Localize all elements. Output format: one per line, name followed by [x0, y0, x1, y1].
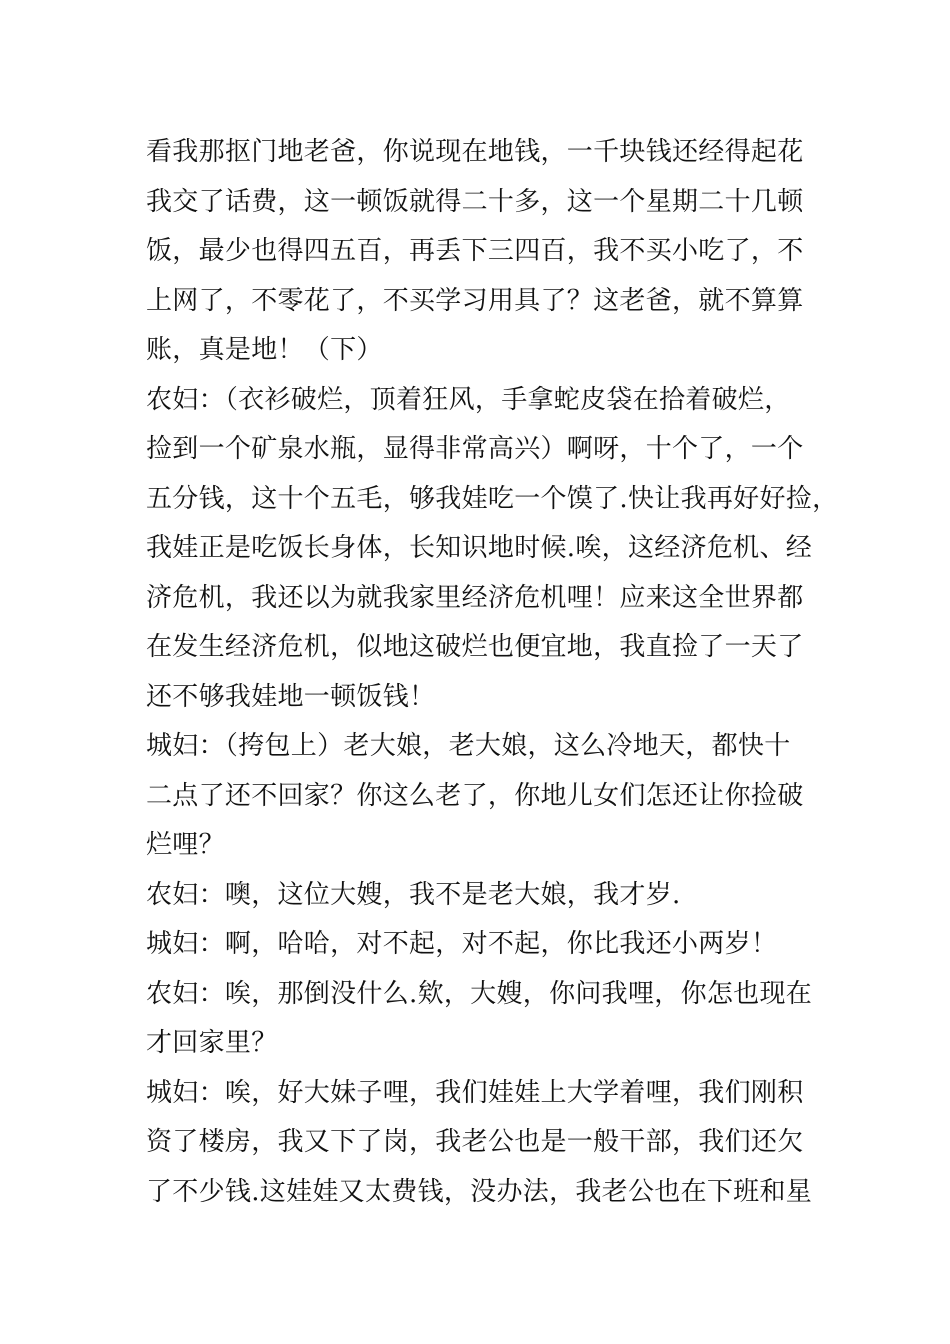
text-line: 账，真是地！（下）: [146, 335, 383, 365]
dialogue-line-farm-woman: 农妇：唉，那倒没什么.欸，大嫂，你问我哩，你怎也现在: [146, 978, 813, 1009]
text-line: 烂哩？: [146, 830, 225, 860]
text-line: 饭，最少也得四五百，再丢下三四百，我不买小吃了，不: [146, 236, 804, 266]
dialogue-line-city-woman: 城妇：啊，哈哈，对不起，对不起，你比我还小两岁！: [146, 929, 778, 959]
text-line: 上网了，不零花了，不买学习用具了？这老爸，就不算算: [146, 285, 804, 316]
text-line: 看我那抠门地老爸，你说现在地钱，一千块钱还经得起花: [146, 137, 804, 167]
text-line: 二点了还不回家？你这么老了，你地儿女们怎还让你捡破: [146, 780, 804, 811]
text-line: 还不够我娃地一顿饭钱！: [146, 681, 436, 712]
text-line: 济危机，我还以为就我家里经济危机哩！应来这全世界都: [146, 582, 804, 613]
text-line: 资了楼房，我又下了岗，我老公也是一般干部，我们还欠: [146, 1127, 804, 1157]
text-line: 了不少钱.这娃娃又太费钱，没办法，我老公也在下班和星: [146, 1176, 813, 1207]
text-line: 捡到一个矿泉水瓶，显得非常高兴）啊呀，十个了，一个: [146, 434, 804, 464]
text-line: 在发生经济危机，似地这破烂也便宜地，我直捡了一天了: [146, 632, 804, 662]
text-line: 我交了话费，这一顿饭就得二十多，这一个星期二十几顿: [146, 186, 804, 217]
dialogue-line-city-woman: 城妇：唉，好大妹子哩，我们娃娃上大学着哩，我们刚积: [146, 1077, 804, 1108]
dialogue-line-city-woman: 城妇：（挎包上）老大娘，老大娘，这么冷地天，都快十: [146, 731, 791, 761]
text-line: 五分钱，这十个五毛，够我娃吃一个馍了.快让我再好好捡，: [146, 483, 839, 514]
text-line: 才回家里？: [146, 1028, 278, 1058]
dialogue-line-farm-woman: 农妇：（衣衫破烂，顶着狂风，手拿蛇皮袋在拾着破烂，: [146, 384, 791, 415]
script-text-body: [146, 128, 846, 1217]
text-line: 我娃正是吃饭长身体，长知识地时候.唉，这经济危机、经: [146, 533, 813, 563]
dialogue-line-farm-woman: 农妇：噢，这位大嫂，我不是老大娘，我才岁.: [146, 879, 681, 910]
